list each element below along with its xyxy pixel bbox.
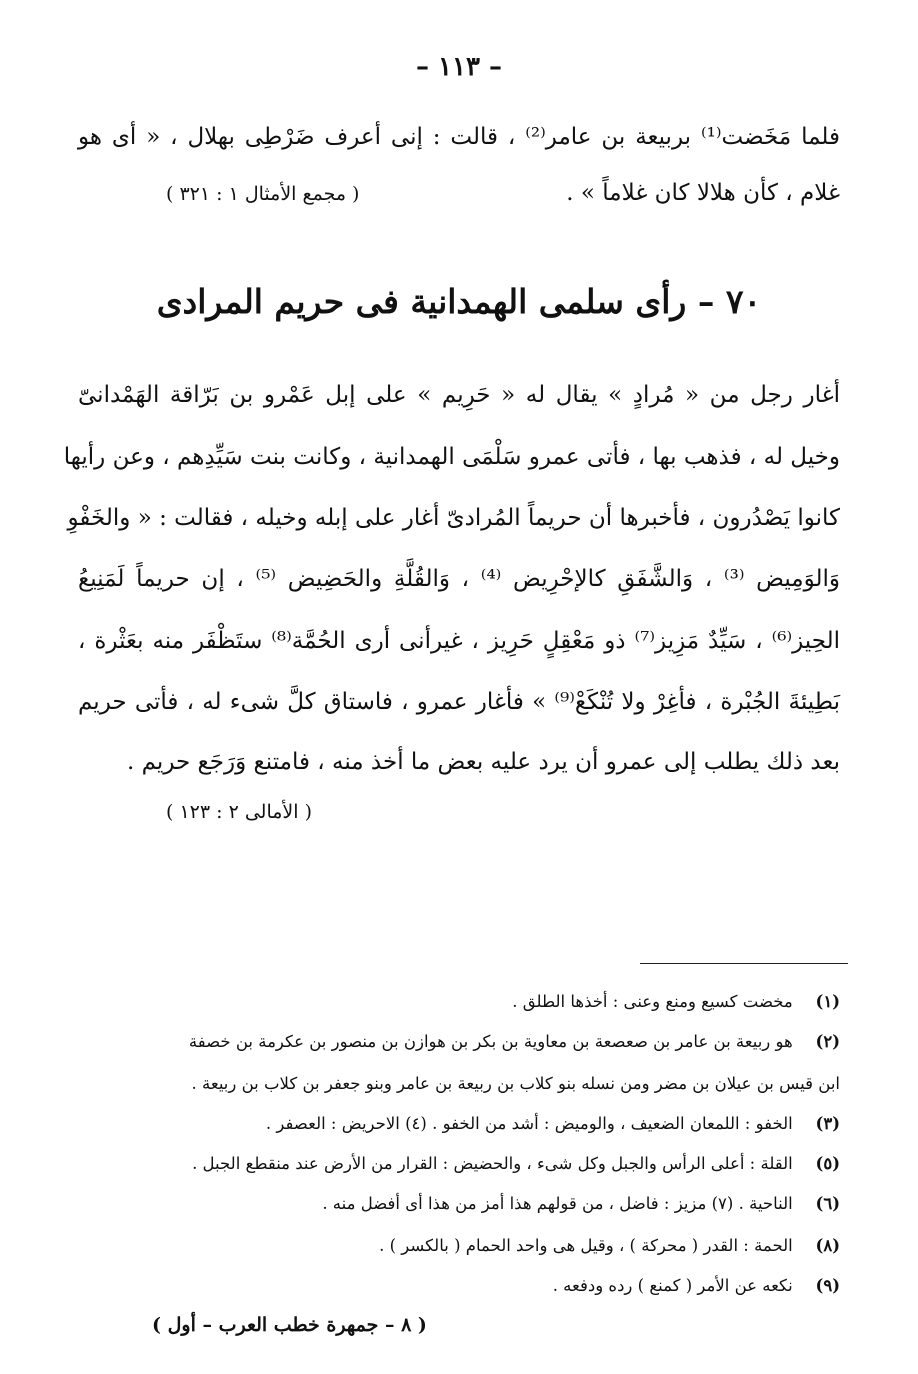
intro-citation: ( مجمع الأمثال ١ : ٣٢١ )	[166, 183, 360, 205]
signature-mark: ( ٨ – جمهرة خطب العرب – أول )	[152, 1314, 427, 1336]
body-line-1: أغار رجل من « مُرادٍ » يقال له « حَرِيم » على إبل عَمْرو بن بَرّاقة الهَمْدانىّ	[78, 382, 840, 408]
footnote-number: (٦)	[815, 1194, 840, 1213]
footnote-number: (٣)	[815, 1114, 840, 1133]
footnote-1	[78, 992, 840, 1011]
body-line-5: الحِيز⁽⁶⁾ ، سَيِّدٌ مَزِيز⁽⁷⁾ ذو مَعْقِلٍ حَرِيز ، غيرأنى أرى الحُمَّة⁽⁸⁾ ستَظْفَر منه بعَثْرة ،	[78, 628, 840, 654]
intro-line-1: فلما مَخَضت⁽¹⁾ بربيعة بن عامر⁽²⁾ ، قالت : إنى أعرف ضَرْطِى بهلال ، « أى هو	[78, 124, 840, 150]
footnote-9	[78, 1276, 840, 1295]
footnote-text: هو ربيعة بن عامر بن صعصعة بن معاوية بن بكر بن هوازن بن منصور بن عكرمة بن خصفة	[188, 1032, 793, 1051]
footnote-text: الحمة : القدر ( محركة ) ، وقيل هى واحد الحمام ( بالكسر ) .	[379, 1236, 793, 1255]
footnote-number: (٨)	[815, 1236, 840, 1255]
footnote-2-continued	[78, 1074, 840, 1093]
footnote-2	[78, 1032, 840, 1051]
footnote-text: ابن قيس بن عيلان بن مضر ومن نسله بنو كلاب بن ربيعة بن عامر وبنو جعفر بن كلاب بن ربيعة .	[191, 1074, 840, 1093]
body-line-3: كانوا يَصْدُرون ، فأخبرها أن حريماً المُرادىّ أغار على إبله وخيله ، فقالت : « والخَفْوِ	[67, 505, 840, 531]
footnote-number: (٥)	[815, 1154, 840, 1173]
footnote-text: القلة : أعلى الرأس والجبل وكل شىء ، والحضيض : القرار من الأرض عند منقطع الجبل .	[192, 1154, 793, 1173]
section-heading: ٧٠ – رأى سلمى الهمدانية فى حريم المرادى	[156, 282, 762, 321]
footnote-number: (١)	[815, 992, 840, 1011]
footnote-text: نكعه عن الأمر ( كمنع ) رده ودفعه .	[552, 1276, 793, 1295]
footnote-text: مخضت كسيع ومنع وعنى : أخذها الطلق .	[512, 992, 793, 1011]
body-line-6: بَطِيئةَ الجُبْرة ، فأغِرْ ولا تُنْكَعْ⁽⁹⁾ » فأغار عمرو ، فاستاق كلَّ شىء له ، فأتى حريم	[78, 689, 840, 715]
footnote-number: (٩)	[815, 1276, 840, 1295]
footnote-8	[78, 1236, 840, 1255]
footnote-number: (٢)	[815, 1032, 840, 1051]
footnote-text: الخفو : اللمعان الضعيف ، والوميض : أشد من الخفو . (٤) الاحريض : العصفر .	[265, 1114, 793, 1133]
footnote-divider	[640, 963, 848, 964]
page-number: – ١١٣ –	[415, 52, 503, 82]
footnote-5	[78, 1154, 840, 1173]
body-line-7: بعد ذلك يطلب إلى عمرو أن يرد عليه بعض ما أخذ منه ، فامتنع وَرَجَع حريم .	[127, 749, 840, 775]
intro-line-2: غلام ، كأن هلالا كان غلاماً » .	[566, 180, 840, 206]
footnote-text: الناحية . (٧) مزيز : فاضل ، من قولهم هذا أمز من هذا أى أفضل منه .	[322, 1194, 793, 1213]
footnote-3-4	[78, 1114, 840, 1133]
footnote-6-7	[78, 1194, 840, 1213]
body-line-2: وخيل له ، فذهب بها ، فأتى عمرو سَلْمَى الهمدانية ، وكانت بنت سَيِّدِهم ، وعن رأيها	[63, 444, 840, 470]
body-line-4: وَالوَمِيض ⁽³⁾ ، وَالشَّفَقِ كالإحْرِيض ⁽⁴⁾ ، وَالقُلَّةِ والحَضِيض ⁽⁵⁾ ، إن حريماً لَمَنِيعُ	[78, 566, 840, 592]
section-citation: ( الأمالى ٢ : ١٢٣ )	[166, 801, 312, 823]
